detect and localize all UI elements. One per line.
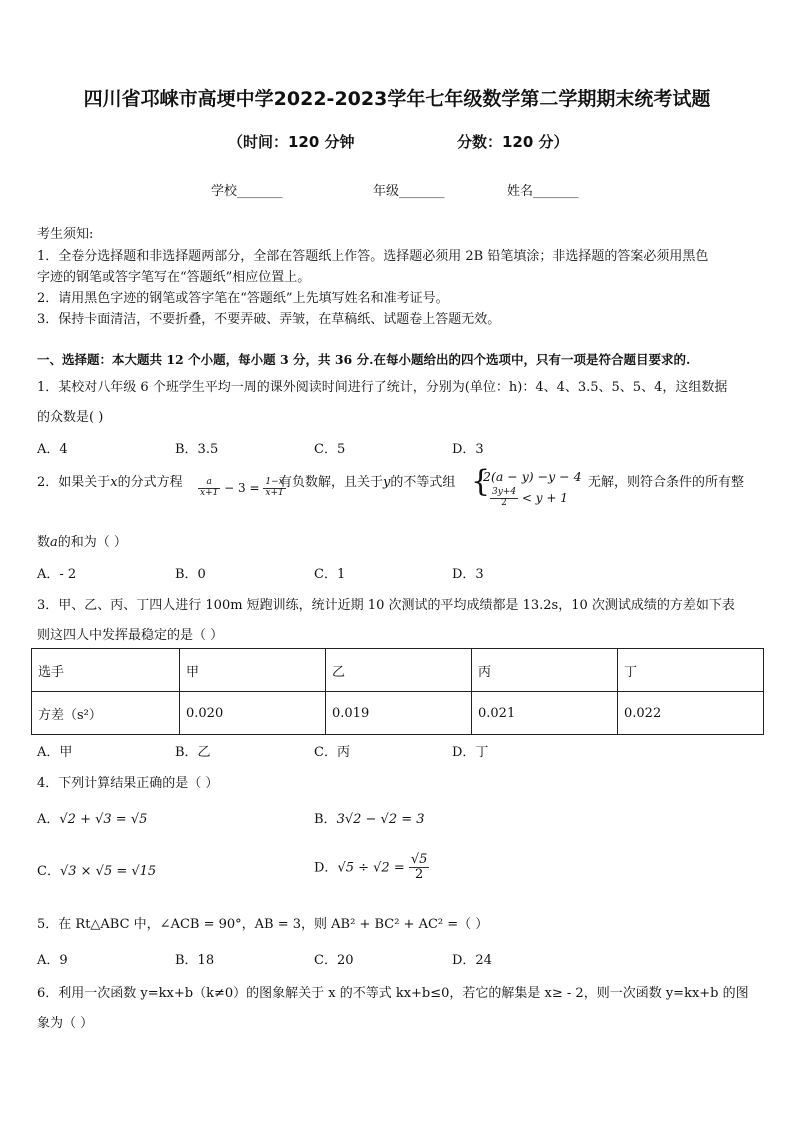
question-1-stem: 1．某校对八年级 6 个班学生平均一周的课外阅读时间进行了统计，分别为(单位：h)：4、4、3.5、5、5、4，这组数据 bbox=[37, 380, 728, 395]
table-cell: 0.020 bbox=[180, 692, 326, 735]
table-cell: 0.021 bbox=[472, 692, 618, 735]
table-cell: 方差（s²） bbox=[32, 692, 180, 735]
question-5-stem: 5．在 Rt△ABC 中，∠ACB = 90°，AB = 3，则 AB² + BC² + AC² =（ ） bbox=[37, 917, 489, 932]
q3-option-a: A．甲 bbox=[37, 745, 73, 760]
q4-option-b: B．3√2 − √2 = 3 bbox=[314, 812, 425, 827]
section-heading: 一、选择题：本大题共 12 个小题，每小题 3 分，共 36 分.在每小题给出的四个选项中，只有一项是符合题目要求的. bbox=[37, 352, 691, 367]
table-row bbox=[32, 692, 764, 735]
notice-heading: 考生须知: bbox=[37, 227, 94, 242]
table-cell: 乙 bbox=[326, 649, 472, 692]
question-2-stem-end: 无解，则符合条件的所有整 bbox=[588, 475, 745, 490]
question-4-stem: 4．下列计算结果正确的是（ ） bbox=[37, 776, 219, 791]
table-cell: 选手 bbox=[32, 649, 180, 692]
notice-item: 3．保持卡面清洁，不要折叠，不要弄破、弄皱，在草稿纸、试题卷上答题无效。 bbox=[37, 312, 501, 327]
table-header-row bbox=[32, 649, 764, 692]
fraction-equation: $\frac{a}{x+1}$ − 3 = $\frac{1-x}{x+1}$ bbox=[200, 477, 284, 498]
page-title: 四川省邛崃市高埂中学2022-2023学年七年级数学第二学期期末统考试题 bbox=[83, 88, 711, 110]
inequality-2: $\frac{3y+4}{2}$ < y + 1 bbox=[492, 487, 568, 508]
question-1-stem-cont: 的众数是( ) bbox=[37, 410, 104, 425]
variance-table bbox=[31, 648, 764, 735]
notice-item: 2．请用黑色字迹的钢笔或答字笔在“答题纸”上先填写姓名和准考证号。 bbox=[37, 291, 449, 306]
question-2-stem-cont: 数a的和为（ ） bbox=[37, 535, 127, 550]
question-2-stem-mid: 有负数解，且关于y的不等式组 bbox=[279, 475, 456, 490]
q3-option-d: D．丁 bbox=[452, 745, 489, 760]
q2-option-c: C．1 bbox=[314, 567, 346, 582]
brace-icon: { bbox=[471, 464, 491, 499]
q4-option-d: D．√5 ÷ √2 = $\frac{√5}{2}$ bbox=[314, 852, 428, 883]
fraction-left: $\frac{a}{x+1}$ bbox=[200, 477, 219, 498]
q2-option-d: D．3 bbox=[452, 567, 484, 582]
question-2-stem: 2．如果关于x的分式方程 bbox=[37, 475, 183, 490]
question-6-stem: 6．利用一次函数 y=kx+b（k≠0）的图象解关于 x 的不等式 kx+b≤0，若它的解集是 x≥ - 2，则一次函数 y=kx+b 的图 bbox=[37, 986, 749, 1001]
question-3-stem-cont: 则这四人中发挥最稳定的是（ ） bbox=[37, 628, 224, 643]
q5-option-b: B．18 bbox=[175, 953, 215, 968]
table-cell: 0.022 bbox=[618, 692, 764, 735]
q2-option-b: B．0 bbox=[175, 567, 206, 582]
school-field: 学校_______ bbox=[211, 184, 283, 199]
exam-score: 分数：120 分） bbox=[457, 133, 569, 151]
inequality-1: 2(a − y) −y − 4 bbox=[483, 469, 582, 484]
grade-field: 年级_______ bbox=[373, 184, 445, 199]
notice-item: 1．全卷分选择题和非选择题两部分，全部在答题纸上作答。选择题必须用 2B 铅笔填涂；非选择题的答案必须用黑色 bbox=[37, 249, 709, 264]
q5-option-d: D．24 bbox=[452, 953, 492, 968]
question-3-stem: 3．甲、乙、丙、丁四人进行 100m 短跑训练，统计近期 10 次测试的平均成绩都是 13.2s，10 次测试成绩的方差如下表 bbox=[37, 598, 735, 613]
q1-option-a: A．4 bbox=[37, 442, 68, 457]
q4-option-a: A．√2 + √3 = √5 bbox=[37, 812, 148, 827]
question-6-stem-cont: 象为（ ） bbox=[37, 1016, 94, 1031]
table-cell: 0.019 bbox=[326, 692, 472, 735]
table-cell: 甲 bbox=[180, 649, 326, 692]
name-field: 姓名_______ bbox=[507, 184, 579, 199]
table-cell: 丙 bbox=[472, 649, 618, 692]
notice-item: 字迹的钢笔或答字笔写在“答题纸”相应位置上。 bbox=[37, 270, 311, 285]
exam-time: （时间：120 分钟 bbox=[228, 133, 355, 151]
q5-option-a: A．9 bbox=[37, 953, 68, 968]
q3-option-c: C．丙 bbox=[314, 745, 350, 760]
q4-option-c: C．√3 × √5 = √15 bbox=[37, 864, 157, 879]
table-cell: 丁 bbox=[618, 649, 764, 692]
q5-option-c: C．20 bbox=[314, 953, 354, 968]
q2-option-a: A．- 2 bbox=[37, 567, 77, 582]
q1-option-d: D．3 bbox=[452, 442, 484, 457]
q1-option-c: C．5 bbox=[314, 442, 346, 457]
fraction-right: $\frac{1-x}{x+1}$ bbox=[265, 477, 284, 498]
q3-option-b: B．乙 bbox=[175, 745, 211, 760]
q1-option-b: B．3.5 bbox=[175, 442, 219, 457]
